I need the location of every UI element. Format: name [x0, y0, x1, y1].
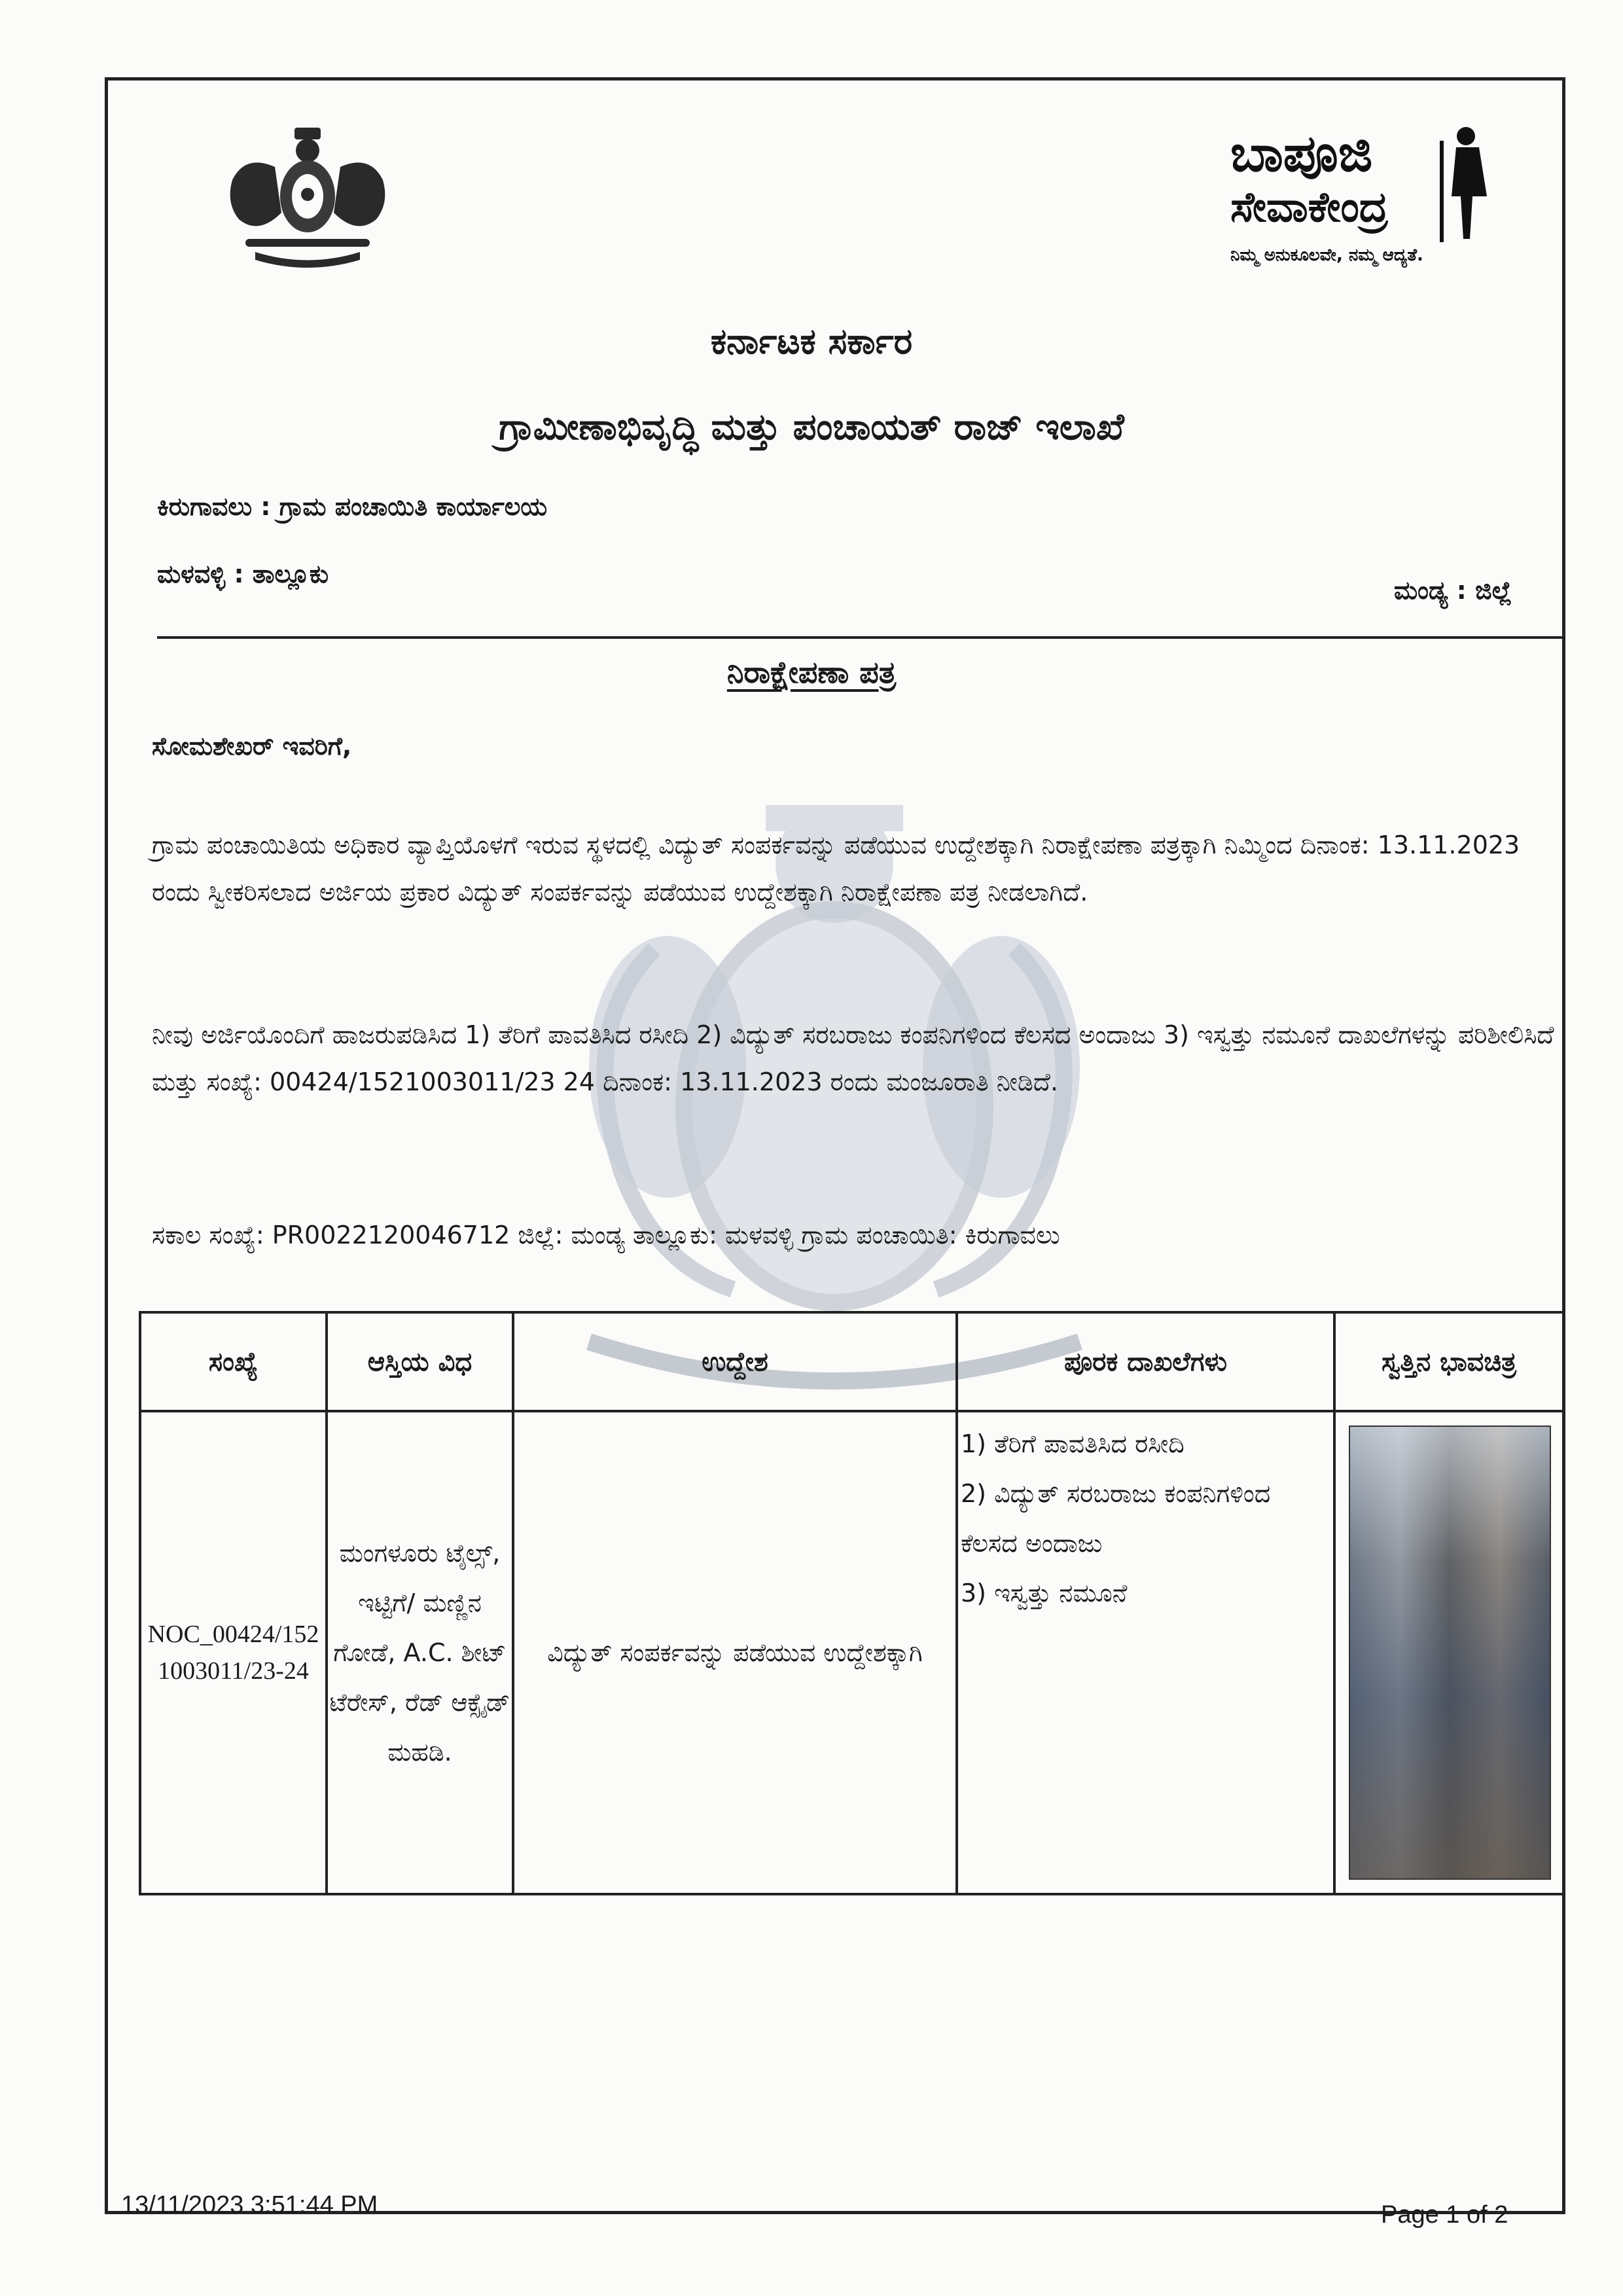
asset-type: ಮಂಗಳೂರು ಟೈಲ್ಸ್, ಇಟ್ಟಿಗೆ/ ಮಣ್ಣಿನ ಗೋಡೆ, A.C. ಶೀಟ್ ಟೆರೇಸ್, ರೆಡ್ ಆಕ್ಸೈಡ್ ಮಹಡಿ. [327, 1411, 513, 1894]
sakala-line: ಸಕಾಲ ಸಂಖ್ಯೆ: PR0022120046712 ಜಿಲ್ಲೆ: ಮಂಡ್ಯ ತಾಲ್ಲೂಕು: ಮಳವಳ್ಳಿ ಗ್ರಾಮ ಪಂಚಾಯಿತಿ: ಕಿರುಗಾವಲು [152, 1221, 1060, 1249]
brand-subtitle: ಸೇವಾಕೇಂದ್ರ [1230, 183, 1388, 232]
document-item: 1) ತೆರಿಗೆ ಪಾವತಿಸಿದ ರಸೀದಿ [961, 1429, 1185, 1458]
table-header-row [140, 1312, 1563, 1411]
page-number: Page 1 of 2 [1381, 2201, 1508, 2229]
col-header-purpose: ಉದ್ದೇಶ [513, 1312, 957, 1411]
gandhi-figure-icon [1427, 124, 1505, 242]
print-timestamp: 13/11/2023 3:51:44 PM [121, 2191, 378, 2219]
paragraph-1: ಗ್ರಾಮ ಪಂಚಾಯಿತಿಯ ಅಧಿಕಾರ ವ್ಯಾಪ್ತಿಯೊಳಗೆ ಇರುವ ಸ್ಥಳದಲ್ಲಿ ವಿದ್ಯುತ್ ಸಂಪರ್ಕವನ್ನು ಪಡೆಯುವ ಉದ್ದೇಶಕ್ಕಾಗಿ ನಿರಾಕ್ಷೇಪಣಾ ಪತ್ರಕ್ಕಾಗಿ ನಿಮ್ಮಿಂದ ದಿನಾಂಕ: 13.11.2023 ರಂದು ಸ್ವೀಕರಿಸಲಾದ ಅರ್ಜಿಯ ಪ್ರಕಾರ ವಿದ್ಯುತ್ ಸಂಪರ್ಕವನ್ನು ಪಡೆಯುವ ಉದ್ದೇಶಕ್ಕಾಗಿ ನಿರಾಕ್ಷೇಪಣಾ ಪತ್ರ ನೀಡಲಾಗಿದೆ. [152, 831, 1520, 906]
district-line: ಮಂಡ್ಯ : ಜಿಲ್ಲೆ [1394, 576, 1512, 605]
document-item: 2) ವಿದ್ಯುತ್ ಸರಬರಾಜು ಕಂಪನಿಗಳಿಂದ ಕೆಲಸದ ಅಂದಾಜು [961, 1479, 1271, 1558]
supporting-documents [957, 1411, 1334, 1894]
col-header-number: ಸಂಖ್ಯೆ [140, 1312, 327, 1411]
header-divider [157, 636, 1564, 639]
salutation: ಸೋಮಶೇಖರ್ ಇವರಿಗೆ, [152, 732, 352, 761]
col-header-photo: ಸ್ವತ್ತಿನ ಭಾವಚಿತ್ರ [1334, 1312, 1563, 1411]
brand-tagline: ನಿಮ್ಮ ಅನುಕೂಲವೇ, ನಮ್ಮ ಆದ್ಯತೆ. [1230, 245, 1423, 265]
department-title: ಗ್ರಾಮೀಣಾಭಿವೃದ್ಧಿ ಮತ್ತು ಪಂಚಾಯತ್ ರಾಜ್ ಇಲಾಖೆ [499, 406, 1124, 448]
bapuji-seva-kendra-logo [1230, 124, 1505, 275]
taluk-line: ಮಳವಳ್ಳಿ : ತಾಲ್ಲೂಕು [157, 560, 329, 588]
karnataka-emblem [219, 121, 396, 272]
noc-details-table [139, 1311, 1565, 1895]
col-header-asset-type: ಆಸ್ತಿಯ ವಿಧ [327, 1312, 513, 1411]
property-photo-cell [1334, 1411, 1563, 1894]
col-header-documents: ಪೂರಕ ದಾಖಲೆಗಳು [957, 1312, 1334, 1411]
paragraph-2: ನೀವು ಅರ್ಜಿಯೊಂದಿಗೆ ಹಾಜರುಪಡಿಸಿದ 1) ತೆರಿಗೆ ಪಾವತಿಸಿದ ರಸೀದಿ 2) ವಿದ್ಯುತ್ ಸರಬರಾಜು ಕಂಪನಿಗಳಿಂದ ಕೆಲಸದ ಅಂದಾಜು 3) ಇಸ್ವತ್ತು ನಮೂನೆ ದಾಖಲೆಗಳನ್ನು ಪರಿಶೀಲಿಸಿದೆ ಮತ್ತು ಸಂಖ್ಯೆ: 00424/1521003011/23 24 ದಿನಾಂಕ: 13.11.2023 ರಂದು ಮಂಜೂರಾತಿ ನೀಡಿದೆ. [152, 1020, 1554, 1096]
purpose: ವಿದ್ಯುತ್ ಸಂಪರ್ಕವನ್ನು ಪಡೆಯುವ ಉದ್ದೇಶಕ್ಕಾಗಿ [513, 1411, 957, 1894]
government-title: ಕರ್ನಾಟಕ ಸರ್ಕಾರ [710, 321, 913, 362]
document-item: 3) ಇಸ್ವತ್ತು ನಮೂನೆ [961, 1579, 1128, 1607]
table-row [140, 1411, 1563, 1894]
office-line: ಕಿರುಗಾವಲು : ಗ್ರಾಮ ಪಂಚಾಯಿತಿ ಕಾರ್ಯಾಲಯ [157, 492, 548, 521]
noc-number: NOC_00424/1521003011/23-24 [140, 1411, 327, 1894]
document-heading: ನಿರಾಕ್ಷೇಪಣಾ ಪತ್ರ [726, 655, 897, 690]
property-photo [1349, 1426, 1551, 1880]
brand-title: ಬಾಪೂಜಿ [1230, 124, 1373, 183]
